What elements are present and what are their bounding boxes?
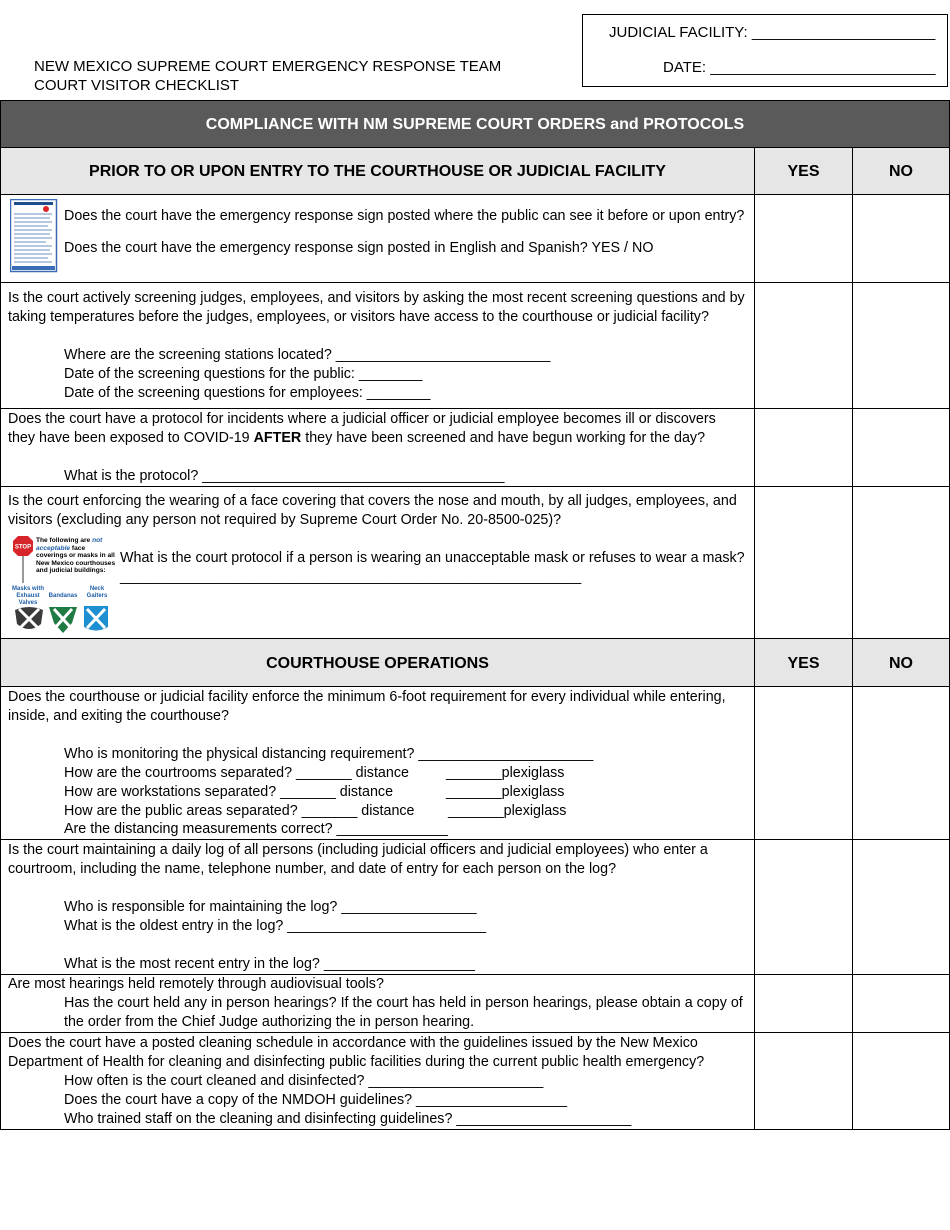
q3-line2-part1: they have been exposed to COVID-19 [8, 430, 254, 446]
q1-line1: Does the court have the emergency response sign posted where the public can see it before or upon entry? [64, 208, 745, 224]
section1-no-header [852, 147, 950, 195]
q2-line2: taking temperatures before the judges, employees, or visitors have access to the courthouse or judicial facility? [8, 309, 709, 325]
section2-yes-header [754, 638, 853, 687]
q5-sub4-distance: How are the public areas separated? _______ distance [64, 803, 415, 819]
q8-sub1: How often is the court cleaned and disinfected? ______________________ [64, 1073, 544, 1089]
q5-yes-cell[interactable] [754, 686, 853, 840]
judicial-facility-field[interactable]: JUDICIAL FACILITY: ______________________ [609, 24, 936, 41]
label-neck-gaiters: Neck Gaiters [86, 586, 108, 599]
q8-line2: Department of Health for cleaning and disinfecting public facilities during the current public health emergency? [8, 1054, 705, 1070]
compliance-title-bar [0, 100, 950, 148]
q4-line2: visitors (excluding any person not required by Supreme Court Order No. 20-8500-025)? [8, 512, 562, 528]
q7-yes-cell[interactable] [754, 974, 853, 1033]
q4-no-cell[interactable] [852, 486, 950, 639]
q3-line2 [8, 429, 705, 448]
form-header [34, 57, 501, 95]
form-agency-title: NEW MEXICO SUPREME COURT EMERGENCY RESPONSE TEAM [34, 58, 502, 75]
q5-line1: Does the courthouse or judicial facility enforce the minimum 6-foot requirement for every individual while entering, [8, 689, 726, 705]
label-bandanas: Bandanas [48, 593, 78, 599]
q5-line2: inside, and exiting the courthouse? [8, 708, 229, 724]
section2-heading: COURTHOUSE OPERATIONS [266, 655, 489, 672]
q2-line1: Is the court actively screening judges, employees, and visitors by asking the most recent screening questions and by [8, 290, 745, 306]
stop-sign-icon [12, 535, 34, 583]
q5-sub2-plexiglass: _______plexiglass [446, 765, 565, 781]
q5-sub4-plexiglass: _______plexiglass [448, 803, 567, 819]
q8-sub3: Who trained staff on the cleaning and disinfecting guidelines? ______________________ [64, 1111, 632, 1127]
section1-heading: PRIOR TO OR UPON ENTRY TO THE COURTHOUSE OR JUDICIAL FACILITY [89, 163, 666, 180]
section1-yes-header [754, 147, 853, 195]
q4-line1: Is the court enforcing the wearing of a face covering that covers the nose and mouth, by all judges, employees, and [8, 493, 737, 509]
q8-no-cell[interactable] [852, 1032, 950, 1130]
q5-sub3-distance: How are workstations separated? _______ distance [64, 784, 394, 800]
facility-date-box [582, 14, 948, 87]
q3-line2-emphasis: AFTER [253, 430, 302, 446]
q5-sub5: Are the distancing measurements correct? ______________ [64, 821, 448, 837]
q7-line1: Are most hearings held remotely through audiovisual tools? [8, 976, 384, 992]
q6-no-cell[interactable] [852, 839, 950, 975]
bandana-crossed-icon [48, 603, 78, 634]
q8-yes-cell[interactable] [754, 1032, 853, 1130]
q1-no-cell[interactable] [852, 194, 950, 283]
compliance-title: COMPLIANCE WITH NM SUPREME COURT ORDERS and PROTOCOLS [205, 116, 745, 133]
q4-sub2: __________________________________________________________ [120, 569, 582, 585]
neck-gaiter-crossed-icon [82, 603, 110, 634]
q8-sub2: Does the court have a copy of the NMDOH guidelines? ___________________ [64, 1092, 568, 1108]
stop-sign-text: STOP [14, 544, 32, 551]
section1-heading-cell [0, 147, 755, 195]
q3-line2-part2: they have been screened and have begun working for the day? [301, 430, 706, 446]
q4-yes-cell[interactable] [754, 486, 853, 639]
q6-line2: courtroom, including the name, telephone number, and date of entry for each person on the log? [8, 861, 617, 877]
q7-sub1: Has the court held any in person hearings? If the court has held in person hearings, please obtain a copy of [64, 995, 743, 1011]
q1-yes-cell[interactable] [754, 194, 853, 283]
q6-yes-cell[interactable] [754, 839, 853, 975]
q5-no-cell[interactable] [852, 686, 950, 840]
caption-part1: The following are [36, 537, 93, 544]
q3-yes-cell[interactable] [754, 408, 853, 487]
q7-no-cell[interactable] [852, 974, 950, 1033]
emergency-sign-thumbnail-icon [10, 199, 58, 273]
q6-sub1: Who is responsible for maintaining the log? _________________ [64, 899, 477, 915]
q2-sub1: Where are the screening stations located? ___________________________ [64, 347, 551, 363]
q2-sub2: Date of the screening questions for the public: ________ [64, 366, 423, 382]
q4-sub1: What is the court protocol if a person is wearing an unacceptable mask or refuses to wear a mask? [120, 550, 745, 566]
caption-part2: face coverings or masks in all New Mexico courthouses and judicial buildings: [36, 544, 116, 575]
q1-line2: Does the court have the emergency response sign posted in English and Spanish? YES / NO [64, 240, 654, 256]
q5-sub3-plexiglass: _______plexiglass [446, 784, 565, 800]
q3-line1: Does the court have a protocol for incidents where a judicial officer or judicial employee becomes ill or discovers [8, 411, 716, 427]
q2-yes-cell[interactable] [754, 282, 853, 409]
q3-sub1: What is the protocol? ______________________________________ [64, 468, 505, 484]
caption-not-acceptable: not acceptable [36, 537, 103, 552]
q2-sub3: Date of the screening questions for employees: ________ [64, 385, 431, 401]
yes-label: YES [787, 163, 820, 180]
form-title: COURT VISITOR CHECKLIST [34, 77, 240, 94]
yes-label: YES [787, 655, 820, 672]
no-label: NO [889, 163, 913, 180]
label-exhaust-valves: Masks with Exhaust Valves [11, 586, 44, 606]
q5-sub1: Who is monitoring the physical distancing requirement? ______________________ [64, 746, 594, 762]
q8-line1: Does the court have a posted cleaning schedule in accordance with the guidelines issued by the New Mexico [8, 1035, 698, 1051]
q7-sub2: the order from the Chief Judge authorizing the in person hearing. [64, 1014, 475, 1030]
section2-no-header [852, 638, 950, 687]
date-field[interactable]: DATE: ___________________________ [663, 59, 936, 76]
unacceptable-masks-caption [36, 537, 116, 575]
no-label: NO [889, 655, 913, 672]
section2-heading-cell [0, 638, 755, 687]
q6-sub3: What is the most recent entry in the log? ___________________ [64, 956, 475, 972]
q2-no-cell[interactable] [852, 282, 950, 409]
valve-mask-crossed-icon [13, 604, 45, 633]
unacceptable-masks-graphic [10, 533, 115, 635]
q6-line1: Is the court maintaining a daily log of all persons (including judicial officers and judicial employees) who enter a [8, 842, 708, 858]
q5-sub2-distance: How are the courtrooms separated? _______ distance [64, 765, 409, 781]
q3-no-cell[interactable] [852, 408, 950, 487]
q6-sub2: What is the oldest entry in the log? _________________________ [64, 918, 487, 934]
